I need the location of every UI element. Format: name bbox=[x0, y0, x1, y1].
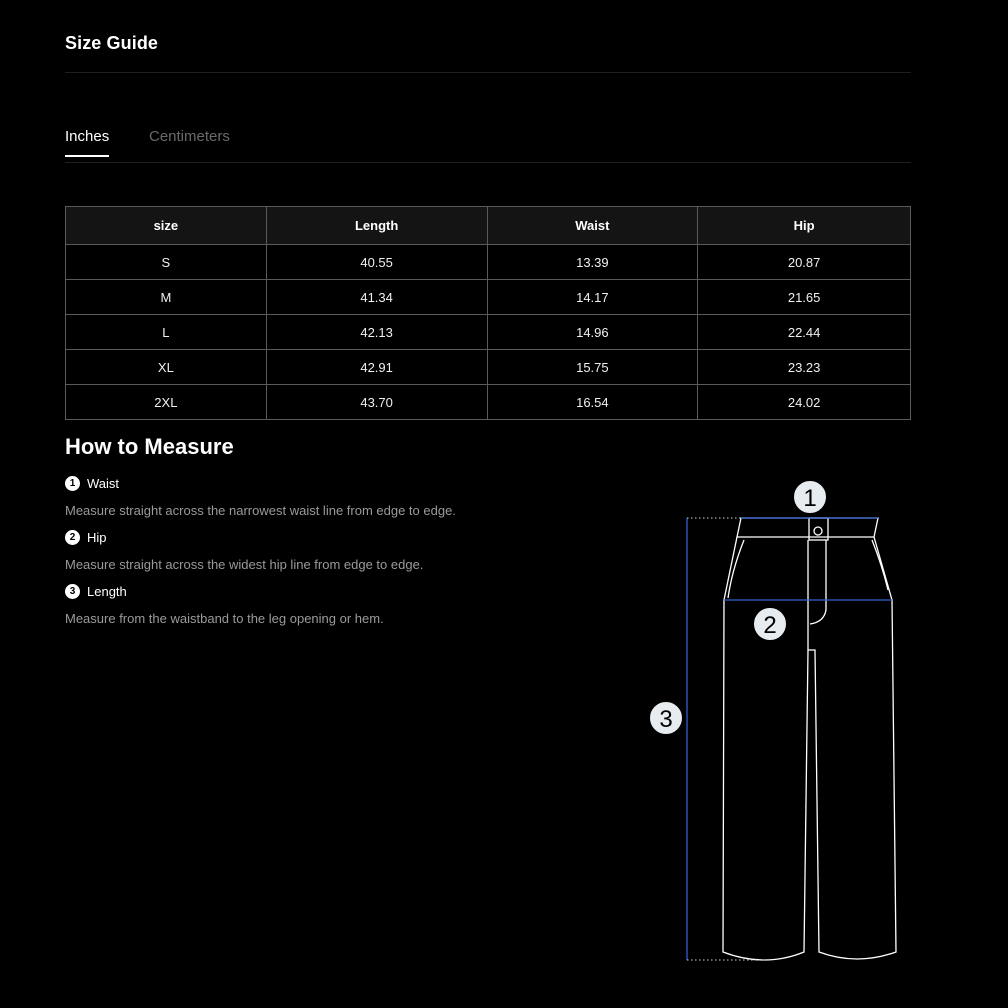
step-number-icon: 3 bbox=[65, 584, 80, 599]
cell-waist: 14.96 bbox=[487, 315, 698, 350]
fly-stitch bbox=[810, 540, 826, 624]
cell-length: 42.91 bbox=[266, 350, 487, 385]
cell-length: 42.13 bbox=[266, 315, 487, 350]
page-title: Size Guide bbox=[65, 33, 159, 53]
cell-length: 43.70 bbox=[266, 385, 487, 420]
cell-size: L bbox=[66, 315, 267, 350]
tab-inches[interactable]: Inches bbox=[65, 128, 109, 157]
column-header-size: size bbox=[66, 207, 267, 245]
cell-size: XL bbox=[66, 350, 267, 385]
step-number-icon: 2 bbox=[65, 530, 80, 545]
guide-dots bbox=[687, 518, 765, 960]
measure-lines bbox=[687, 518, 892, 960]
step-label: Waist bbox=[87, 476, 120, 491]
cell-hip: 24.02 bbox=[698, 385, 911, 420]
cell-waist: 15.75 bbox=[487, 350, 698, 385]
waistband-shape bbox=[737, 518, 878, 537]
marker-label: 3 bbox=[659, 706, 673, 733]
step-label: Hip bbox=[87, 530, 107, 545]
step-number-icon: 1 bbox=[65, 476, 80, 491]
step-description: Measure straight across the narrowest waist line from edge to edge. bbox=[65, 503, 456, 518]
cell-hip: 23.23 bbox=[698, 350, 911, 385]
how-to-measure-heading: How to Measure bbox=[65, 434, 234, 459]
marker-3 bbox=[649, 701, 683, 735]
pocket-right-shape bbox=[872, 540, 888, 590]
column-header-length: Length bbox=[266, 207, 487, 245]
marker-label: 2 bbox=[763, 612, 777, 639]
column-header-hip: Hip bbox=[698, 207, 911, 245]
cell-length: 40.55 bbox=[266, 245, 487, 280]
marker-2 bbox=[753, 607, 787, 641]
cell-length: 41.34 bbox=[266, 280, 487, 315]
cell-hip: 22.44 bbox=[698, 315, 911, 350]
column-header-waist: Waist bbox=[487, 207, 698, 245]
cell-size: M bbox=[66, 280, 267, 315]
cell-hip: 20.87 bbox=[698, 245, 911, 280]
pants-outline bbox=[723, 518, 896, 960]
cell-waist: 14.17 bbox=[487, 280, 698, 315]
button-icon bbox=[814, 527, 822, 535]
marker-1 bbox=[793, 480, 827, 514]
cell-waist: 16.54 bbox=[487, 385, 698, 420]
cell-size: S bbox=[66, 245, 267, 280]
step-description: Measure from the waistband to the leg opening or hem. bbox=[65, 611, 384, 626]
step-description: Measure straight across the widest hip line from edge to edge. bbox=[65, 557, 424, 572]
cell-size: 2XL bbox=[66, 385, 267, 420]
marker-label: 1 bbox=[803, 485, 817, 512]
cell-waist: 13.39 bbox=[487, 245, 698, 280]
tab-centimeters[interactable]: Centimeters bbox=[149, 128, 230, 145]
cell-hip: 21.65 bbox=[698, 280, 911, 315]
step-label: Length bbox=[87, 584, 127, 599]
